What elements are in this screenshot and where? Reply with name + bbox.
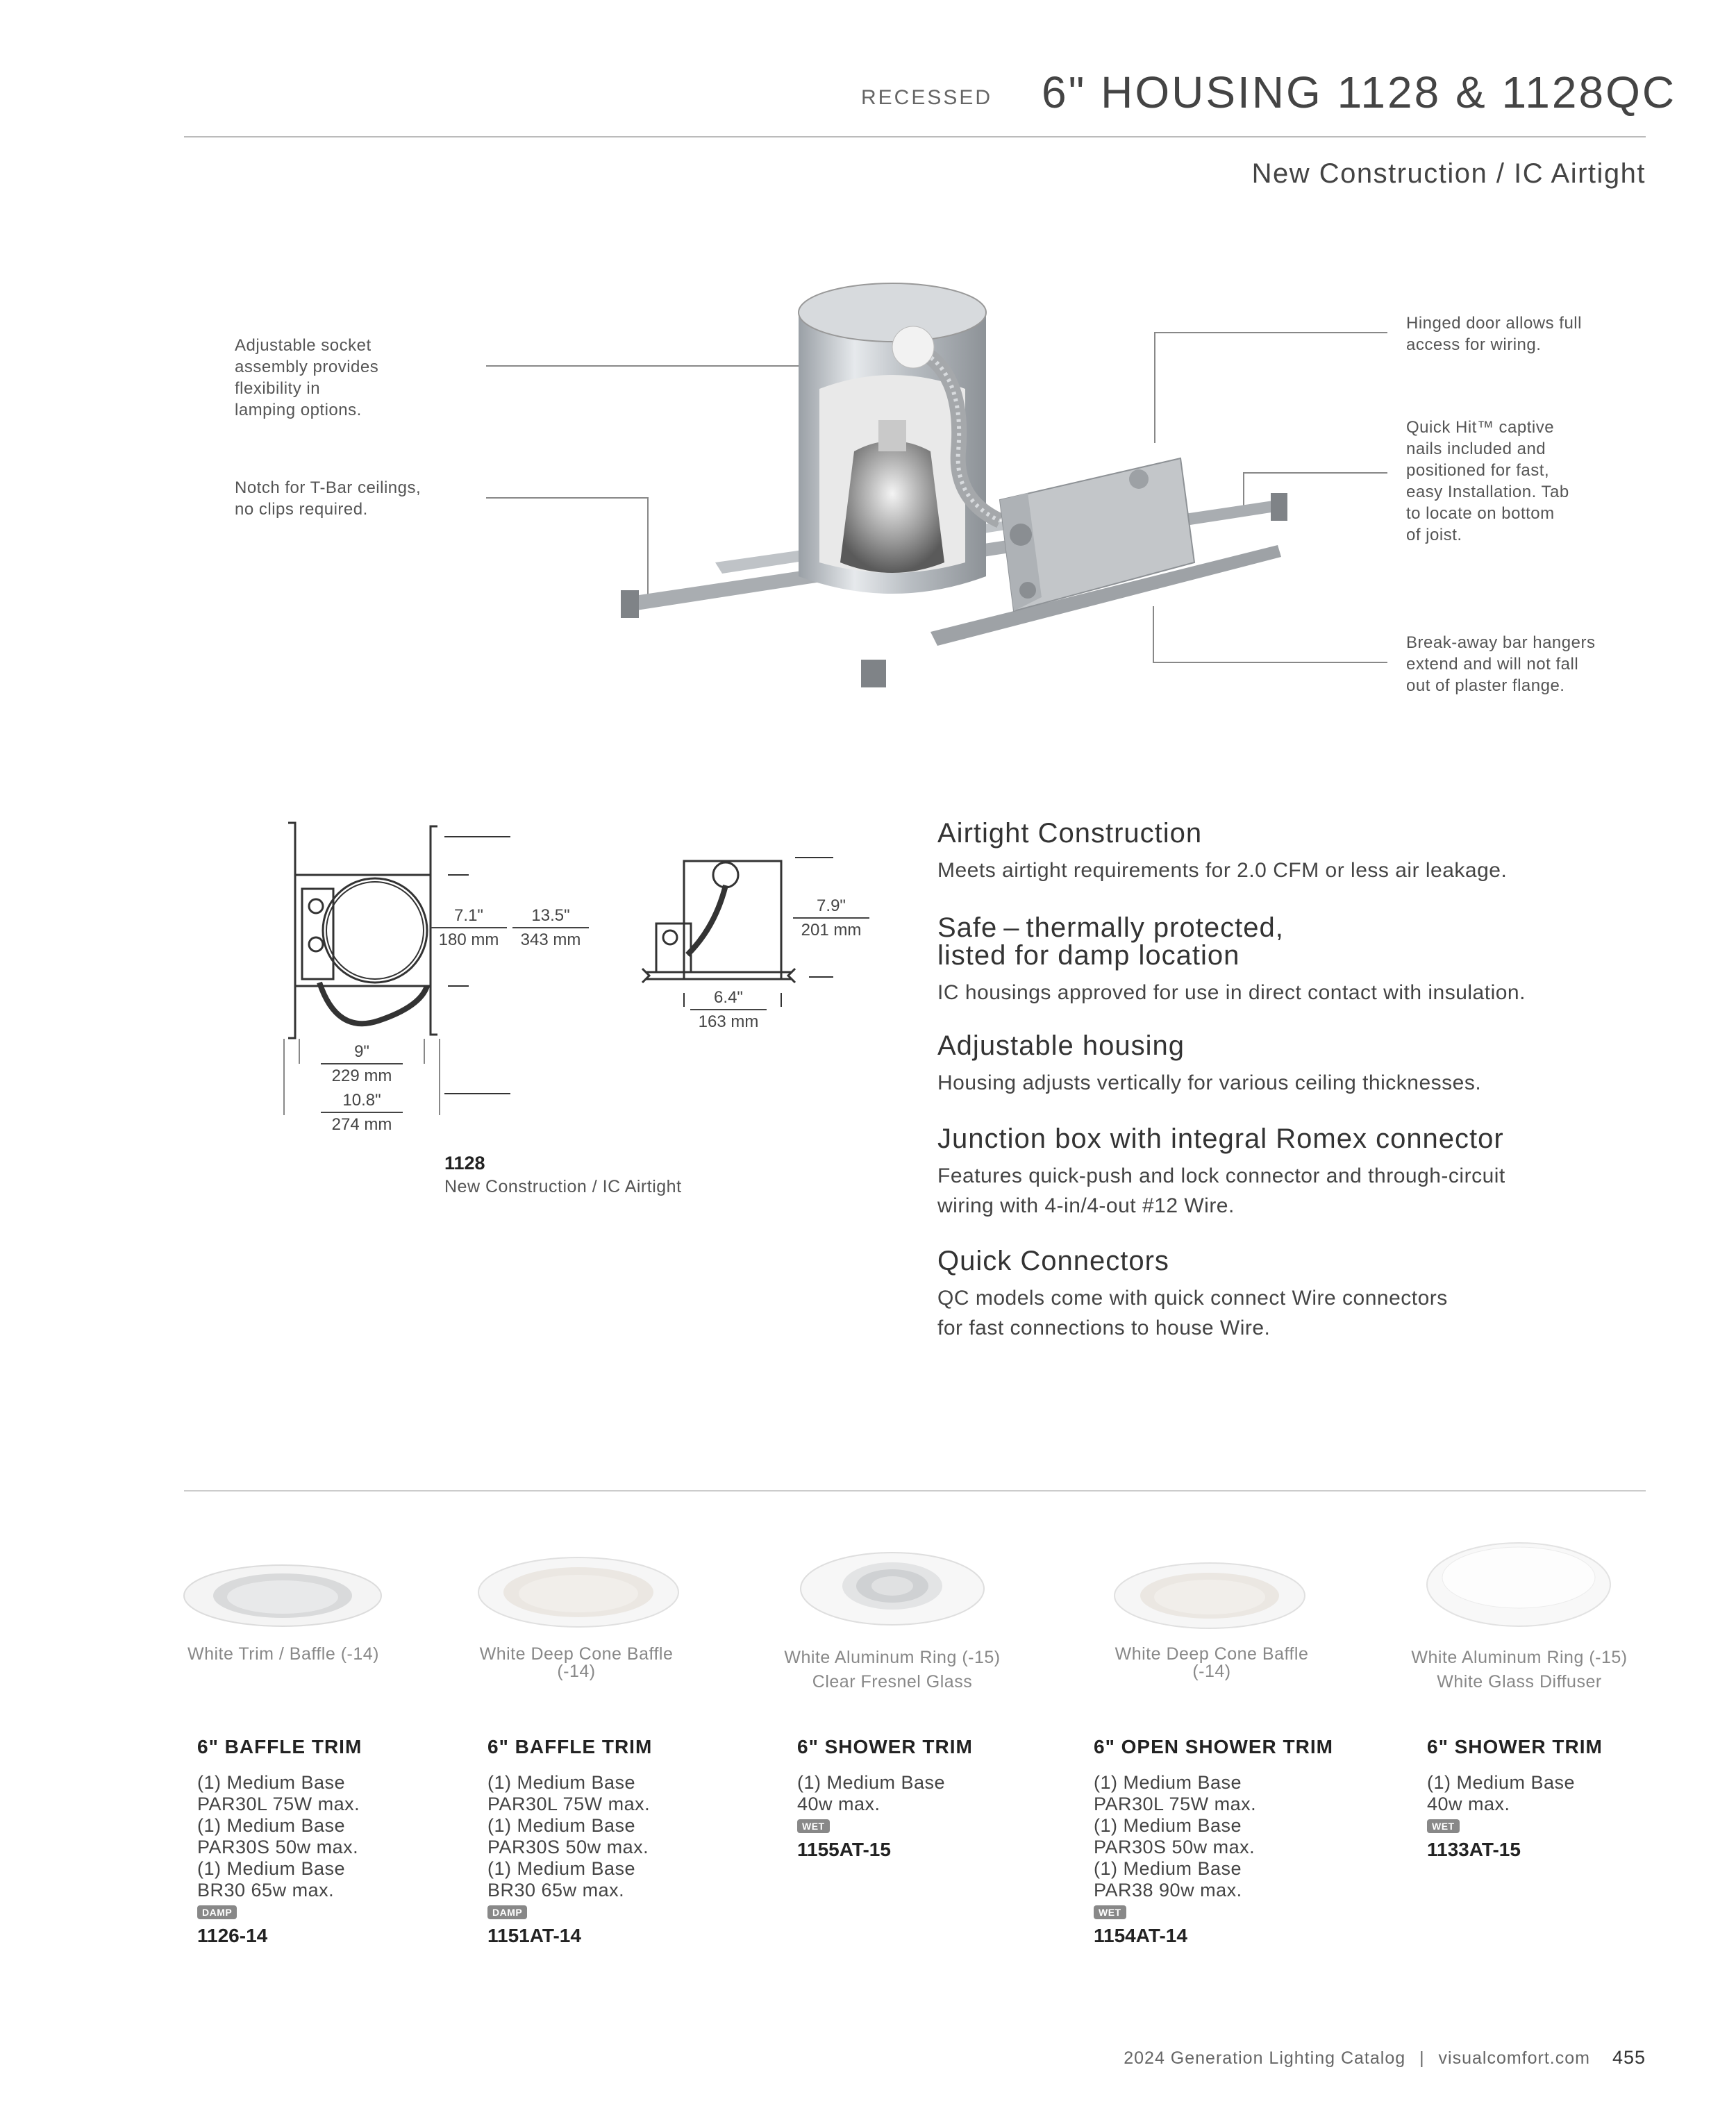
page-title: 6" HOUSING 1128 & 1128QC (1042, 67, 1677, 117)
dim-rule (431, 927, 507, 928)
feature-title: Airtight Construction (937, 818, 1203, 849)
trim-line: 40w max. (1427, 1794, 1510, 1814)
trim-line: (1) Medium Base (1094, 1772, 1242, 1793)
dim-tick (424, 1039, 425, 1064)
dim-10-8 (321, 1090, 403, 1135)
trim-spec-1155at-15 (797, 1736, 973, 1861)
trim-code: 1155AT-15 (797, 1839, 891, 1860)
trim-line: (1) Medium Base (197, 1815, 346, 1836)
trim-line: PAR30L 75W max. (1094, 1794, 1257, 1814)
dim-inches: 9" (354, 1042, 369, 1061)
rating-badge: WET (797, 1819, 830, 1833)
dim-mm: 201 mm (801, 921, 862, 939)
feature-title: Junction box with integral Romex connector (937, 1123, 1504, 1154)
callout-line: assembly provides (235, 358, 379, 376)
trim-caption (1391, 1646, 1648, 1694)
rating-badge: WET (1094, 1905, 1126, 1919)
dim-mm: 163 mm (698, 1012, 759, 1031)
callout-line: Quick Hit™ captive (1406, 418, 1555, 437)
trim-code: 1151AT-14 (487, 1925, 581, 1946)
dim-inches: 6.4" (714, 988, 743, 1007)
trim-line: (1) Medium Base (197, 1772, 346, 1793)
trim-lamp-list (1427, 1772, 1603, 1815)
footer-separator: | (1419, 2048, 1425, 2068)
trim-caption (1094, 1646, 1330, 1680)
dim-rule (321, 1112, 403, 1113)
footer-catalog: 2024 Generation Lighting Catalog (1124, 2048, 1406, 2068)
caption-line: White Deep Cone Baffle (1115, 1644, 1309, 1664)
trim-caption (165, 1646, 401, 1663)
callout-line: extend and will not fall (1406, 655, 1579, 674)
dim-inches: 10.8" (342, 1091, 381, 1110)
trim-line: (1) Medium Base (1094, 1858, 1242, 1879)
feature-title: Quick Connectors (937, 1246, 1169, 1276)
dim-7-9 (793, 896, 869, 940)
caption-line: White Glass Diffuser (1437, 1672, 1602, 1691)
trim-name: 6" OPEN SHOWER TRIM (1094, 1736, 1333, 1757)
feature-quick-connectors (937, 1247, 1646, 1343)
trim-lamp-list (197, 1772, 362, 1901)
callout-line: nails included and (1406, 440, 1546, 458)
trim-image-open-shower (1112, 1560, 1307, 1632)
rating-badge: WET (1427, 1819, 1460, 1833)
dim-tick (299, 1039, 300, 1064)
callout-line: Adjustable socket (235, 336, 372, 355)
trim-line: (1) Medium Base (487, 1858, 636, 1879)
callout-line: no clips required. (235, 500, 368, 519)
callout-line: of joist. (1406, 526, 1462, 544)
caption-line: White Aluminum Ring (-15) (1411, 1648, 1628, 1667)
trim-line: BR30 65w max. (197, 1880, 335, 1900)
trim-code: 1126-14 (197, 1925, 268, 1946)
feature-title-line: Safe – thermally protected, (937, 912, 1284, 943)
feature-title-line: listed for damp location (937, 940, 1240, 971)
model-number: 1128 (444, 1153, 485, 1173)
trim-caption (764, 1646, 1021, 1694)
trim-code: 1133AT-15 (1427, 1839, 1521, 1860)
callout-line: positioned for fast, (1406, 461, 1550, 480)
trim-line: (1) Medium Base (197, 1858, 346, 1879)
trim-name: 6" SHOWER TRIM (797, 1736, 973, 1757)
trim-lamp-list (487, 1772, 652, 1901)
page-footer (1124, 2047, 1646, 2069)
trim-code: 1154AT-14 (1094, 1925, 1187, 1946)
feature-thermal (937, 914, 1646, 1008)
caption-line: White Deep Cone Baffle (479, 1644, 674, 1664)
header-divider (184, 136, 1646, 137)
callout-line: easy Installation. Tab (1406, 483, 1569, 501)
feature-title: Adjustable housing (937, 1030, 1185, 1061)
feature-text-line: wiring with 4-in/4-out #12 Wire. (937, 1194, 1235, 1217)
trim-spec-1126-14 (197, 1736, 362, 1947)
feature-text: IC housings approved for use in direct contact with insulation. (937, 981, 1526, 1004)
trim-name: 6" BAFFLE TRIM (197, 1736, 362, 1757)
trim-line: BR30 65w max. (487, 1880, 625, 1900)
trim-name: 6" BAFFLE TRIM (487, 1736, 653, 1757)
trim-line: PAR30L 75W max. (487, 1794, 651, 1814)
trim-spec-1133at-15 (1427, 1736, 1603, 1861)
trim-line: PAR30L 75W max. (197, 1794, 360, 1814)
callout-quick-hit (1406, 417, 1569, 546)
feature-text-line: for fast connections to house Wire. (937, 1317, 1271, 1339)
callout-line: flexibility in (235, 379, 321, 398)
section-category: RECESSED (861, 86, 993, 109)
trim-line: (1) Medium Base (1094, 1815, 1242, 1836)
dim-inches: 7.9" (817, 896, 846, 915)
footer-site-link[interactable]: visualcomfort.com (1438, 2048, 1590, 2068)
dim-rule (690, 1009, 767, 1010)
dim-mm: 180 mm (438, 930, 499, 949)
trim-image-fresnel (799, 1546, 986, 1629)
dim-6-4 (690, 987, 767, 1032)
caption-line: Clear Fresnel Glass (812, 1672, 973, 1691)
trim-image-deep-cone (476, 1554, 681, 1630)
callout-notch (235, 477, 421, 520)
callout-socket (235, 335, 378, 421)
dim-rule (512, 927, 589, 928)
trim-spec-1151at-14 (487, 1736, 652, 1947)
feature-text: Meets airtight requirements for 2.0 CFM or less air leakage. (937, 859, 1508, 882)
dim-mm: 274 mm (331, 1115, 392, 1134)
callout-breakaway (1406, 632, 1595, 696)
rating-badge: DAMP (197, 1905, 237, 1919)
trim-line: PAR30S 50w max. (1094, 1837, 1255, 1857)
trim-caption (458, 1646, 694, 1680)
dim-tick (283, 1039, 285, 1115)
feature-adjustable (937, 1032, 1646, 1098)
feature-junction-box (937, 1125, 1646, 1221)
feature-text (937, 1283, 1646, 1343)
trim-lamp-list (1094, 1772, 1333, 1901)
page-subtitle: New Construction / IC Airtight (1251, 158, 1646, 189)
callout-line: to locate on bottom (1406, 504, 1555, 523)
callout-hinged-door (1406, 312, 1582, 356)
callout-line: out of plaster flange. (1406, 676, 1565, 695)
feature-text-line: QC models come with quick connect Wire connectors (937, 1287, 1448, 1310)
feature-text (937, 1161, 1646, 1221)
trim-image-glass-diffuser (1425, 1535, 1612, 1629)
trim-line: (1) Medium Base (487, 1772, 636, 1793)
feature-text: Housing adjusts vertically for various ceiling thicknesses. (937, 1071, 1482, 1094)
trim-line: 40w max. (797, 1794, 880, 1814)
trims-divider (184, 1490, 1646, 1492)
feature-text-line: Features quick-push and lock connector and through-circuit (937, 1164, 1505, 1187)
caption-line: (-14) (1192, 1662, 1231, 1681)
dim-rule (321, 1063, 403, 1064)
caption-line: White Trim / Baffle (-14) (187, 1644, 379, 1664)
caption-line: White Aluminum Ring (-15) (784, 1648, 1001, 1667)
trim-name: 6" SHOWER TRIM (1427, 1736, 1603, 1757)
dim-inches: 13.5" (531, 906, 570, 925)
dim-mm: 343 mm (520, 930, 581, 949)
callout-line: lamping options. (235, 401, 362, 419)
trim-line: PAR30S 50w max. (487, 1837, 649, 1857)
caption-line: (-14) (557, 1662, 596, 1681)
callout-line: Notch for T-Bar ceilings, (235, 478, 422, 497)
trim-line: PAR38 90w max. (1094, 1880, 1242, 1900)
dim-9 (321, 1042, 403, 1086)
model-description: New Construction / IC Airtight (444, 1177, 682, 1196)
dim-rule (793, 917, 869, 919)
trim-line: (1) Medium Base (797, 1772, 946, 1793)
trim-line: PAR30S 50w max. (197, 1837, 359, 1857)
dim-7-1 (431, 905, 507, 950)
callout-line: access for wiring. (1406, 335, 1542, 354)
trim-spec-1154at-14 (1094, 1736, 1333, 1947)
trim-line: (1) Medium Base (487, 1815, 636, 1836)
feature-airtight (937, 819, 1646, 885)
rating-badge: DAMP (487, 1905, 527, 1919)
feature-title (937, 914, 1646, 969)
callout-line: Break-away bar hangers (1406, 633, 1596, 652)
page-number: 455 (1612, 2047, 1646, 2068)
trim-image-baffle-white (182, 1561, 383, 1630)
trim-line: (1) Medium Base (1427, 1772, 1576, 1793)
trim-lamp-list (797, 1772, 973, 1815)
dim-tick (439, 1039, 440, 1115)
housing-product-image (611, 271, 1292, 715)
callout-line: Hinged door allows full (1406, 314, 1582, 333)
dim-inches: 7.1" (454, 906, 483, 925)
dim-mm: 229 mm (331, 1067, 392, 1085)
dim-13-5 (512, 905, 589, 950)
